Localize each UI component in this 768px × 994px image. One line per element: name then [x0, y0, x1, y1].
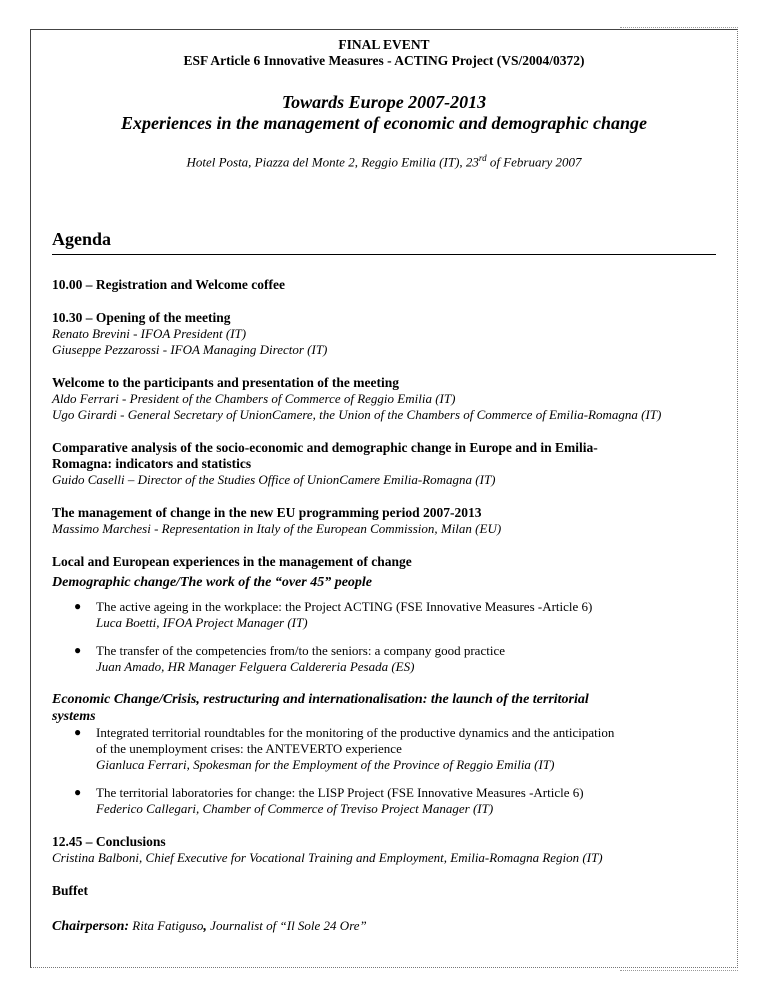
- corner-mark-top: [620, 27, 738, 28]
- venue-text: Hotel Posta, Piazza del Monte 2, Reggio Emilia (IT), 23: [186, 154, 479, 170]
- opening-title: 10.30 – Opening of the meeting: [52, 310, 231, 326]
- agenda-heading: Agenda: [52, 229, 716, 255]
- bullet-icon: ●: [74, 599, 82, 614]
- management-title: The management of change in the new EU programming period 2007-2013: [52, 505, 482, 521]
- demographic-list: [52, 599, 716, 675]
- analysis-title: Comparative analysis of the socio-economic and demographic change in Europe and in Emilia-: [52, 440, 598, 456]
- list-item: [52, 599, 716, 631]
- list-item: [52, 725, 716, 773]
- project-label: ESF Article 6 Innovative Measures - ACTING Project (VS/2004/0372): [183, 53, 585, 68]
- registration-item: 10.00 – Registration and Welcome coffee: [52, 277, 285, 293]
- analysis-speaker: Guido Caselli – Director of the Studies Office of UnionCamere Emilia-Romagna (IT): [52, 472, 496, 488]
- item-speaker: Luca Boetti, IFOA Project Manager (IT): [96, 615, 308, 631]
- chairperson-name: Rita Fatiguso: [129, 918, 204, 934]
- bullet-icon: ●: [74, 785, 82, 800]
- event-label: FINAL EVENT: [338, 37, 430, 52]
- economic-title-cont: systems: [52, 709, 96, 725]
- conclusions-speaker: Cristina Balboni, Chief Executive for Vocational Training and Employment, Emilia-Romagna Region (IT): [52, 850, 603, 866]
- event-subtitle: Experiences in the management of economic and demographic change: [121, 113, 647, 133]
- item-text: The active ageing in the workplace: the Project ACTING (FSE Innovative Measures -Article 6): [96, 599, 593, 615]
- chairperson-comma: ,: [203, 919, 207, 935]
- list-item: [52, 643, 716, 675]
- welcome-title: Welcome to the participants and presentation of the meeting: [52, 375, 399, 391]
- item-text-cont: of the unemployment crises: the ANTEVERTO experience: [96, 741, 402, 757]
- opening-speaker: Giuseppe Pezzarossi - IFOA Managing Director (IT): [52, 342, 328, 358]
- document-content: [52, 37, 716, 935]
- item-speaker: Juan Amado, HR Manager Felguera Caldereria Pesada (ES): [96, 659, 415, 675]
- item-speaker: Gianluca Ferrari, Spokesman for the Employment of the Province of Reggio Emilia (IT): [96, 757, 555, 773]
- conclusions-title: 12.45 – Conclusions: [52, 834, 166, 850]
- corner-mark-bottom: [620, 970, 738, 971]
- item-text: Integrated territorial roundtables for the monitoring of the productive dynamics and the anticipation: [96, 725, 615, 741]
- item-text: The territorial laboratories for change: the LISP Project (FSE Innovative Measures -Article 6): [96, 785, 584, 801]
- item-speaker: Federico Callegari, Chamber of Commerce of Treviso Project Manager (IT): [96, 801, 494, 817]
- analysis-title-cont: Romagna: indicators and statistics: [52, 456, 252, 472]
- bullet-icon: ●: [74, 725, 82, 740]
- chairperson-line: [52, 918, 716, 935]
- opening-speaker: Renato Brevini - IFOA President (IT): [52, 326, 247, 342]
- economic-title: Economic Change/Crisis, restructuring and internationalisation: the launch of the territorial: [52, 692, 589, 708]
- chairperson-label: Chairperson:: [52, 919, 130, 935]
- experiences-title: Local and European experiences in the management of change: [52, 554, 412, 570]
- demographic-title: Demographic change/The work of the “over 45” people: [52, 575, 373, 591]
- bullet-icon: ●: [74, 643, 82, 658]
- welcome-speaker: Aldo Ferrari - President of the Chambers of Commerce of Reggio Emilia (IT): [52, 391, 456, 407]
- item-text: The transfer of the competencies from/to the seniors: a company good practice: [96, 643, 505, 659]
- venue-line: [52, 153, 716, 170]
- management-speaker: Massimo Marchesi - Representation in Italy of the European Commission, Milan (EU): [52, 521, 502, 537]
- chairperson-role: Journalist of “Il Sole 24 Ore”: [206, 918, 367, 934]
- welcome-speaker: Ugo Girardi - General Secretary of UnionCamere, the Union of the Chambers of Commerce of Emilia-Romagna (IT): [52, 407, 662, 423]
- venue-ordinal: rd: [478, 153, 487, 163]
- economic-list: [52, 725, 716, 817]
- venue-end: of February 2007: [486, 154, 582, 170]
- list-item: [52, 785, 716, 817]
- buffet-item: Buffet: [52, 883, 88, 899]
- event-title: Towards Europe 2007-2013: [281, 92, 487, 112]
